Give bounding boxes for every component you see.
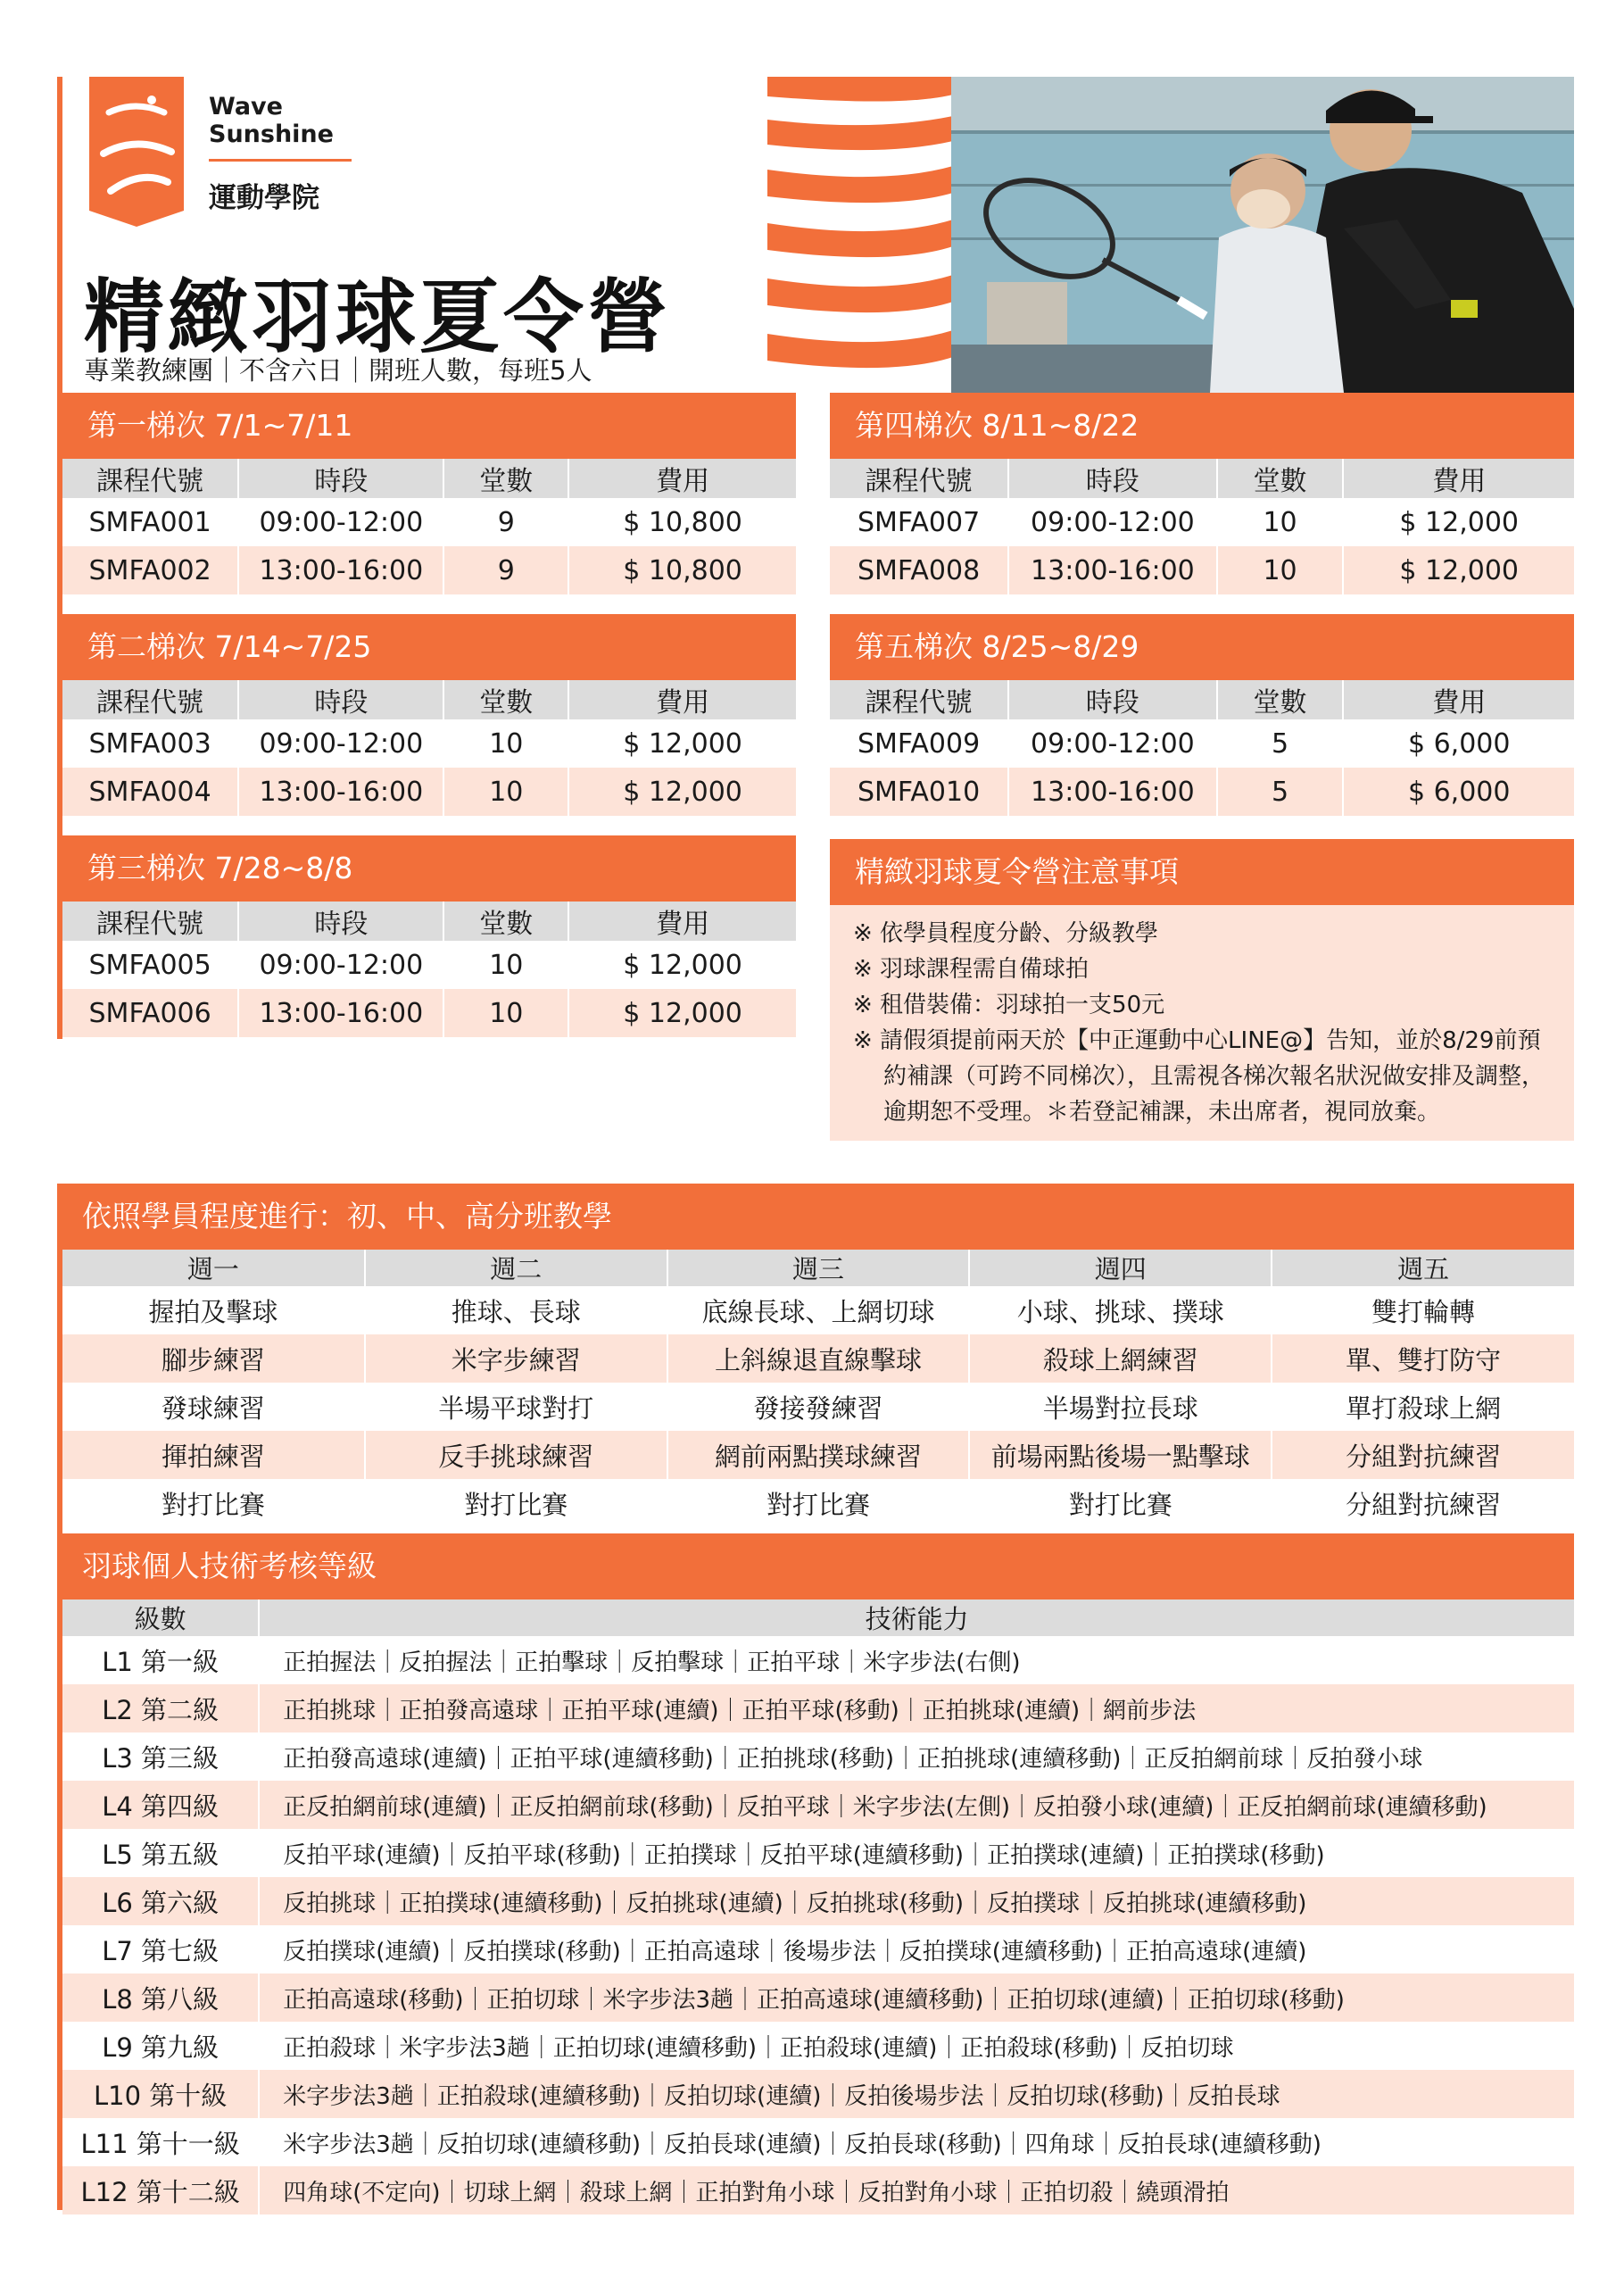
level-name: L3 第三級 — [102, 1742, 220, 1774]
weekly-plan-title: 依照學員程度進行：初、中、高分班教學 — [62, 1184, 1574, 1250]
level-name: L12 第十二級 — [62, 2166, 259, 2214]
weekly-cell: 對打比賽 — [161, 1489, 265, 1520]
weekly-cell: 握拍及擊球 — [148, 1296, 278, 1327]
session-title: 第四梯次 8/11~8/22 — [830, 393, 1574, 459]
session-2 — [62, 614, 796, 816]
level-skills: 正拍殺球｜米字步法3趟｜正拍切球(連續移動)｜正拍殺球(連續)｜正拍殺球(移動)｜反拍切球 — [259, 2022, 1574, 2070]
weekly-cell: 單、雙打防守 — [1272, 1334, 1574, 1383]
skill-levels-table — [62, 1600, 1574, 2214]
time-slot: 13:00-16:00 — [1008, 768, 1217, 816]
weekly-cell: 反手挑球練習 — [365, 1431, 667, 1479]
level-skills: 正拍挑球｜正拍發高遠球｜正拍平球(連續)｜正拍平球(移動)｜正拍挑球(連續)｜網前步法 — [259, 1684, 1574, 1732]
session-4 — [830, 393, 1574, 594]
session-1 — [62, 393, 796, 594]
coach-and-child-photo — [951, 77, 1574, 393]
weekly-cell: 上斜線退直線擊球 — [667, 1334, 970, 1383]
class-count: 5 — [1217, 719, 1344, 768]
time-slot: 13:00-16:00 — [238, 989, 443, 1037]
header-fee: 費用 — [568, 680, 796, 719]
header-course-code: 課程代號 — [62, 459, 238, 498]
course-code: SMFA001 — [88, 506, 211, 538]
wave-sunshine-logo — [89, 77, 184, 227]
header-course-code: 課程代號 — [830, 680, 1008, 719]
level-skills: 四角球(不定向)｜切球上網｜殺球上網｜正拍對角小球｜反拍對角小球｜正拍切殺｜繞頭滑拍 — [259, 2166, 1574, 2214]
note-item: ※ 租借裝備：羽球拍一支50元 — [853, 992, 1165, 1018]
fee: $ 12,000 — [568, 768, 796, 816]
course-code: SMFA010 — [830, 768, 1008, 816]
header-tuesday: 週二 — [365, 1250, 667, 1286]
weekly-cell: 對打比賽 — [969, 1479, 1272, 1527]
header-friday: 週五 — [1272, 1250, 1574, 1286]
course-code: SMFA009 — [857, 727, 981, 760]
header-level: 級數 — [62, 1600, 259, 1636]
session-5 — [830, 614, 1574, 816]
level-skills: 米字步法3趟｜正拍殺球(連續移動)｜反拍切球(連續)｜反拍後場步法｜反拍切球(移動)｜反拍長球 — [259, 2070, 1574, 2118]
header-fee: 費用 — [1343, 459, 1574, 498]
class-count: 5 — [1217, 768, 1344, 816]
weekly-cell: 半場對拉長球 — [969, 1383, 1272, 1431]
session-table — [62, 459, 796, 594]
level-skills: 米字步法3趟｜反拍切球(連續移動)｜反拍長球(連續)｜反拍長球(移動)｜四角球｜反拍長球(連續移動) — [259, 2118, 1574, 2166]
header-course-code: 課程代號 — [62, 680, 238, 719]
header-classes: 堂數 — [443, 680, 568, 719]
notes-panel — [830, 905, 1574, 1141]
time-slot: 13:00-16:00 — [238, 546, 443, 594]
course-code: SMFA007 — [857, 506, 981, 538]
fee: $ 10,800 — [568, 498, 796, 546]
header-fee: 費用 — [1343, 680, 1574, 719]
weekly-cell: 分組對抗練習 — [1272, 1479, 1574, 1527]
level-name: L1 第一級 — [102, 1646, 220, 1677]
level-name: L5 第五級 — [102, 1839, 220, 1870]
level-skills: 反拍撲球(連續)｜反拍撲球(移動)｜正拍高遠球｜後場步法｜反拍撲球(連續移動)｜正拍高遠球(連續) — [259, 1925, 1574, 1973]
header-time: 時段 — [238, 459, 443, 498]
note-item: ※ 依學員程度分齡、分級教學 — [853, 920, 1159, 947]
class-count: 10 — [1217, 546, 1344, 594]
session-title: 第二梯次 7/14~7/25 — [62, 614, 796, 680]
header-time: 時段 — [238, 680, 443, 719]
header-course-code: 課程代號 — [62, 902, 238, 941]
skill-levels — [62, 1600, 1574, 2214]
course-code: SMFA003 — [88, 727, 211, 760]
class-count: 10 — [443, 989, 568, 1037]
weekly-cell: 推球、長球 — [365, 1286, 667, 1334]
brand-name-en: Wave Sunshine — [209, 93, 334, 148]
weekly-cell: 對打比賽 — [667, 1479, 970, 1527]
level-name: L7 第七級 — [102, 1935, 220, 1966]
session-table — [830, 459, 1574, 594]
weekly-plan — [62, 1250, 1574, 1527]
header-skills: 技術能力 — [259, 1600, 1574, 1636]
level-skills: 正拍發高遠球(連續)｜正拍平球(連續移動)｜正拍挑球(移動)｜正拍挑球(連續移動)｜正反拍網前球｜反拍發小球 — [259, 1732, 1574, 1781]
fee: $ 10,800 — [568, 546, 796, 594]
fee: $ 12,000 — [1343, 546, 1574, 594]
class-count: 9 — [443, 498, 568, 546]
course-code: SMFA005 — [88, 949, 211, 981]
weekly-cell: 雙打輪轉 — [1272, 1286, 1574, 1334]
header-course-code: 課程代號 — [830, 459, 1008, 498]
fee: $ 6,000 — [1343, 768, 1574, 816]
note-item: ※ 請假須提前兩天於【中正運動中心LINE@】告知，並於8/29前預約補課（可跨不同梯次），且需視各梯次報名狀況做安排及調整，逾期恕不受理。＊若登記補課，未出席者，視同放棄。 — [853, 1027, 1545, 1126]
weekly-cell: 單打殺球上網 — [1272, 1383, 1574, 1431]
weekly-cell: 前場兩點後場一點擊球 — [969, 1431, 1272, 1479]
header-classes: 堂數 — [443, 902, 568, 941]
page-title: 精緻羽球夏令營 — [84, 270, 671, 364]
level-name: L4 第四級 — [62, 1781, 259, 1829]
level-skills: 正反拍網前球(連續)｜正反拍網前球(移動)｜反拍平球｜米字步法(左側)｜反拍發小球(連續)｜正反拍網前球(連續移動) — [259, 1781, 1574, 1829]
level-skills: 反拍挑球｜正拍撲球(連續移動)｜反拍挑球(連續)｜反拍挑球(移動)｜反拍撲球｜反拍挑球(連續移動) — [259, 1877, 1574, 1925]
decorative-stripes — [767, 77, 953, 393]
level-name: L9 第九級 — [102, 2032, 220, 2063]
class-count: 10 — [443, 768, 568, 816]
header-thursday: 週四 — [969, 1250, 1272, 1286]
weekly-cell: 發接發練習 — [667, 1383, 970, 1431]
session-title: 第一梯次 7/1~7/11 — [62, 393, 796, 459]
brand-divider — [209, 159, 352, 162]
weekly-cell: 殺球上網練習 — [969, 1334, 1272, 1383]
fee: $ 12,000 — [568, 989, 796, 1037]
level-name: L6 第六級 — [62, 1877, 259, 1925]
fee: $ 12,000 — [568, 719, 796, 768]
session-table — [62, 680, 796, 816]
weekly-cell: 底線長球、上網切球 — [667, 1286, 970, 1334]
brand-name-zh: 運動學院 — [209, 182, 319, 214]
class-count: 10 — [443, 941, 568, 989]
time-slot: 09:00-12:00 — [1008, 498, 1217, 546]
session-table — [62, 902, 796, 1037]
session-title: 第三梯次 7/28~8/8 — [62, 835, 796, 902]
note-item: ※ 羽球課程需自備球拍 — [853, 956, 1090, 983]
time-slot: 09:00-12:00 — [238, 941, 443, 989]
class-count: 10 — [1217, 498, 1344, 546]
weekly-cell: 網前兩點撲球練習 — [667, 1431, 970, 1479]
weekly-cell: 分組對抗練習 — [1272, 1431, 1574, 1479]
class-count: 10 — [443, 719, 568, 768]
header-time: 時段 — [1008, 680, 1217, 719]
weekly-cell: 米字步練習 — [365, 1334, 667, 1383]
header-classes: 堂數 — [1217, 459, 1344, 498]
header-monday: 週一 — [62, 1250, 365, 1286]
level-name: L11 第十一級 — [80, 2128, 240, 2159]
fee: $ 12,000 — [568, 941, 796, 989]
level-name: L8 第八級 — [62, 1973, 259, 2022]
class-count: 9 — [443, 546, 568, 594]
weekly-cell: 半場平球對打 — [365, 1383, 667, 1431]
level-skills: 正拍握法｜反拍握法｜正拍擊球｜反拍擊球｜正拍平球｜米字步法(右側) — [259, 1636, 1574, 1684]
header-wednesday: 週三 — [667, 1250, 970, 1286]
header-time: 時段 — [1008, 459, 1217, 498]
session-table — [830, 680, 1574, 816]
session-3 — [62, 835, 796, 1037]
header-fee: 費用 — [568, 902, 796, 941]
notes-title: 精緻羽球夏令營注意事項 — [830, 839, 1574, 905]
course-code: SMFA002 — [62, 546, 238, 594]
weekly-cell: 腳步練習 — [62, 1334, 365, 1383]
session-title: 第五梯次 8/25~8/29 — [830, 614, 1574, 680]
time-slot: 09:00-12:00 — [238, 498, 443, 546]
time-slot: 13:00-16:00 — [238, 768, 443, 816]
weekly-cell: 發球練習 — [161, 1392, 265, 1424]
level-skills: 反拍平球(連續)｜反拍平球(移動)｜正拍撲球｜反拍平球(連續移動)｜正拍撲球(連續)｜正拍撲球(移動) — [259, 1829, 1574, 1877]
fee: $ 12,000 — [1343, 498, 1574, 546]
time-slot: 09:00-12:00 — [1008, 719, 1217, 768]
fee: $ 6,000 — [1343, 719, 1574, 768]
header-fee: 費用 — [568, 459, 796, 498]
level-name: L2 第二級 — [62, 1684, 259, 1732]
time-slot: 09:00-12:00 — [238, 719, 443, 768]
weekly-cell: 對打比賽 — [365, 1479, 667, 1527]
course-code: SMFA008 — [830, 546, 1008, 594]
header-classes: 堂數 — [1217, 680, 1344, 719]
weekly-cell: 揮拍練習 — [62, 1431, 365, 1479]
weekly-plan-table — [62, 1250, 1574, 1527]
header-time: 時段 — [238, 902, 443, 941]
course-code: SMFA006 — [62, 989, 238, 1037]
level-name: L10 第十級 — [62, 2070, 259, 2118]
levels-title: 羽球個人技術考核等級 — [62, 1533, 1574, 1600]
time-slot: 13:00-16:00 — [1008, 546, 1217, 594]
weekly-cell: 小球、挑球、撲球 — [969, 1286, 1272, 1334]
page-subtitle: 專業教練團｜不含六日｜開班人數，每班5人 — [84, 355, 592, 386]
course-code: SMFA004 — [62, 768, 238, 816]
header-classes: 堂數 — [443, 459, 568, 498]
level-skills: 正拍高遠球(移動)｜正拍切球｜米字步法3趟｜正拍高遠球(連續移動)｜正拍切球(連續)｜正拍切球(移動) — [259, 1973, 1574, 2022]
